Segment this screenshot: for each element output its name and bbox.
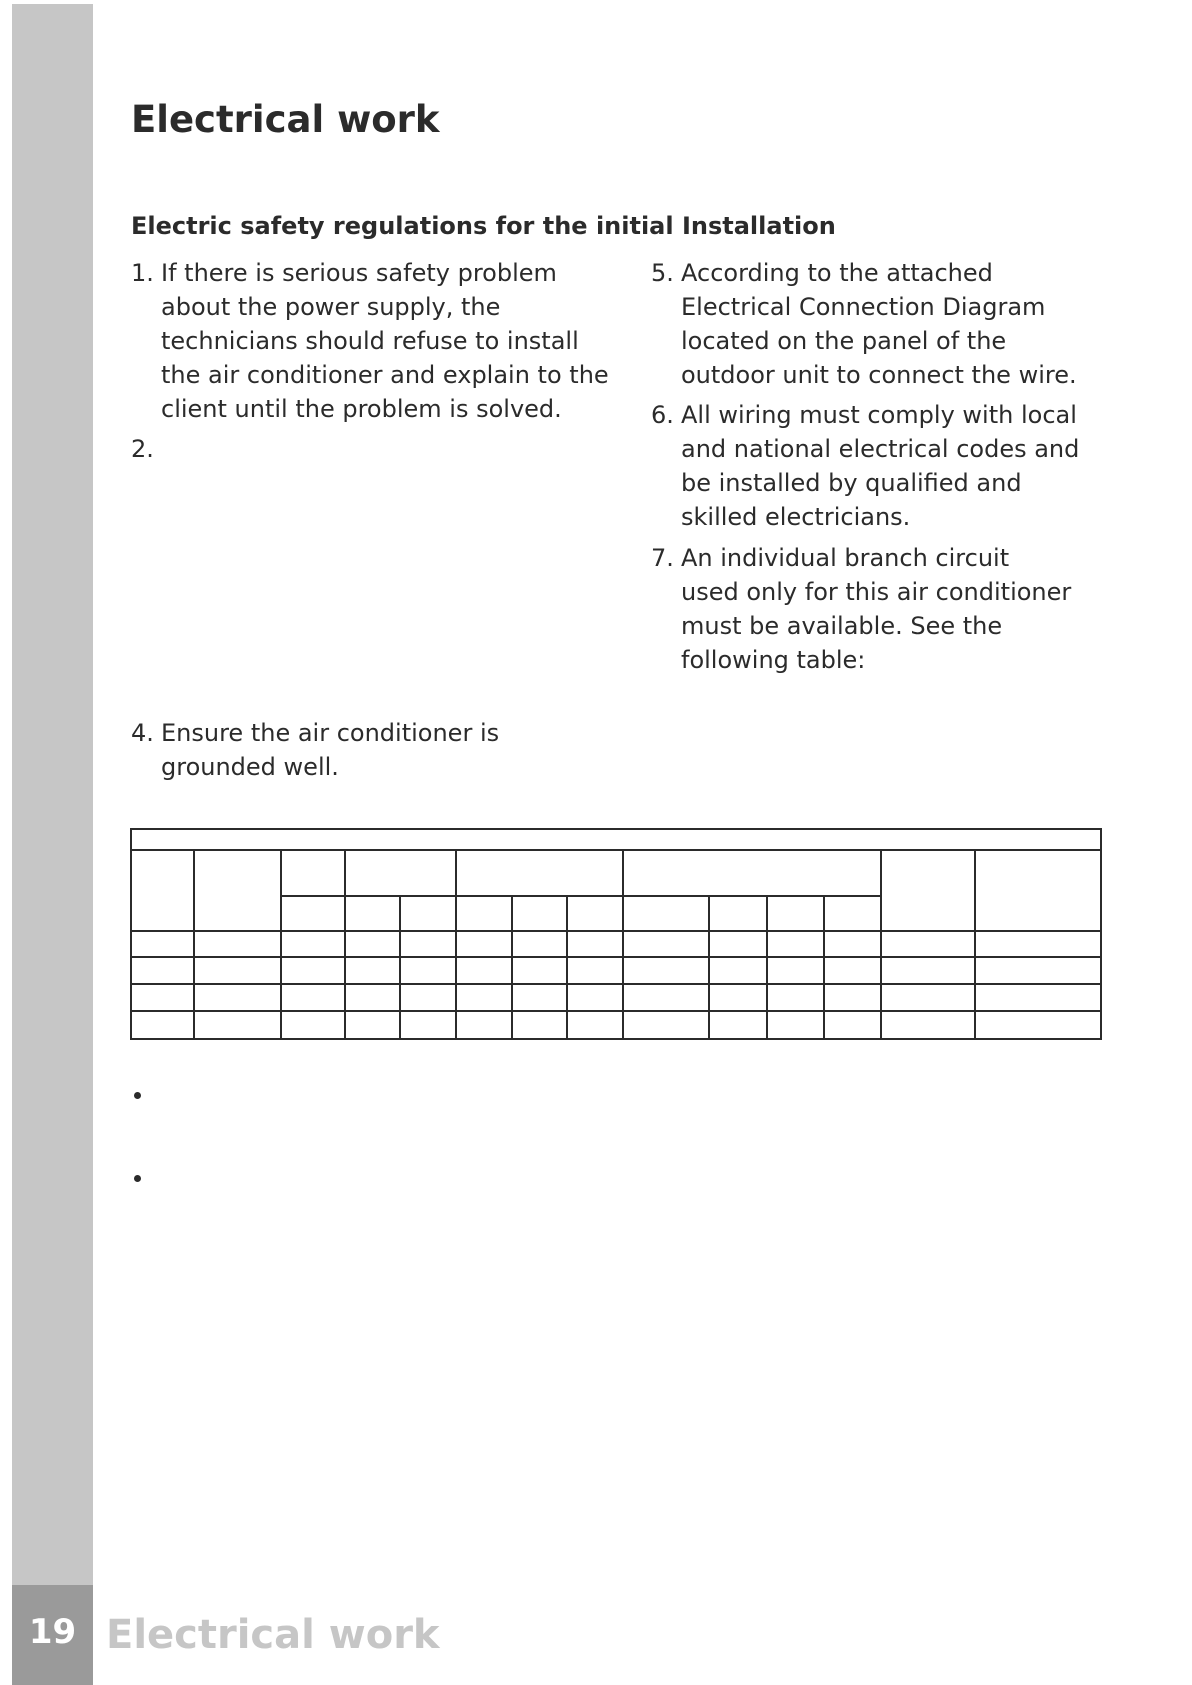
table-border [131, 829, 1101, 1039]
item-text: All wiring must comply with local and national electrical codes and be installed by qualified and skilled electricians. [681, 401, 1080, 531]
item-text: Ensure the air conditioner is grounded well. [161, 719, 500, 781]
bullet-point [134, 1175, 141, 1182]
table-grid [130, 828, 1102, 1040]
bullet-point [134, 1092, 141, 1099]
footer-title: Electrical work [106, 1612, 440, 1658]
page-number: 19 [28, 1612, 77, 1652]
item-number: 7. [651, 544, 674, 572]
list-item [131, 256, 631, 426]
item-number: 4. [131, 719, 154, 747]
list-item [651, 541, 1101, 677]
circuit-spec-table [130, 828, 1102, 1040]
item-number: 6. [651, 401, 674, 429]
list-item [651, 256, 1101, 392]
page-title: Electrical work [131, 98, 440, 141]
item-number: 1. [131, 259, 154, 287]
section-heading: Electric safety regulations for the initial Installation [131, 212, 836, 240]
item-number: 2. [131, 435, 154, 463]
item-text: According to the attached Electrical Connection Diagram located on the panel of the outdoor unit to connect the wire. [681, 259, 1077, 389]
item-text: If there is serious safety problem about the power supply, the technicians should refuse to install the air conditioner and explain to the client until the problem is solved. [161, 259, 609, 423]
item-number: 5. [651, 259, 674, 287]
list-item [131, 716, 631, 784]
sidebar-bar [12, 4, 93, 1685]
item-text: An individual branch circuit used only for this air conditioner must be available. See the following table: [681, 544, 1072, 674]
list-item [651, 398, 1101, 534]
